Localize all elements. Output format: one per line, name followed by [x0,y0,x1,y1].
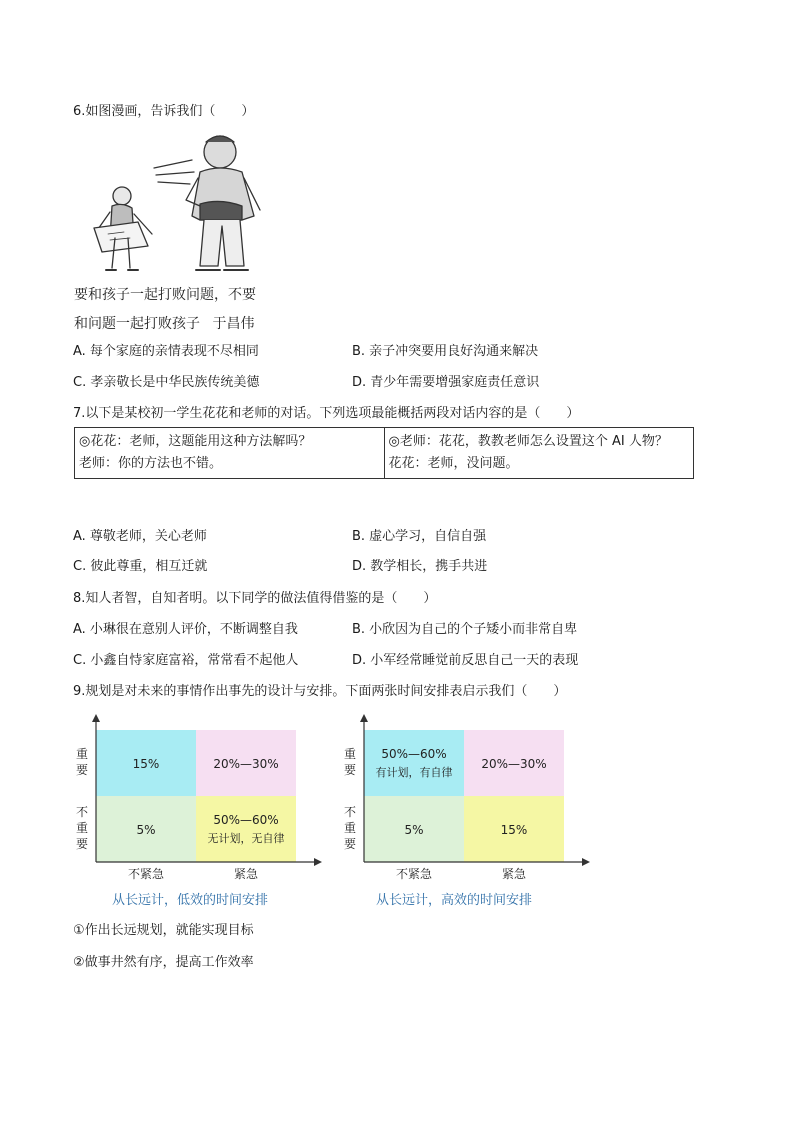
chart1-ylabel-important-1: 重 [76,747,89,761]
q6-option-a[interactable]: A. 每个家庭的亲情表现不尽相同 [73,344,259,359]
q8-option-a[interactable]: A. 小琳很在意别人评价，不断调整自我 [73,622,298,637]
q7-stem: 7.以下是某校初一学生花花和老师的对话。下列选项最能概括两段对话内容的是（ ） [73,406,580,421]
time-chart-high-efficiency [336,712,596,882]
chart2-value-not-important-urgent: 15% [500,823,528,837]
chart1-ylabel-important-2: 要 [76,763,89,777]
cartoon-caption-author: 于昌伟 [212,316,255,332]
chart1-value-important-urgent: 20%—30% [213,757,279,771]
q9-statement-1: ①作出长远规划，就能实现目标 [73,923,254,938]
q8-option-b[interactable]: B. 小欣因为自己的个子矮小而非常自卑 [352,622,578,637]
chart2-value-important-urgent: 20%—30% [481,757,547,771]
q7-option-d[interactable]: D. 教学相长，携手共进 [352,559,488,574]
cartoon-caption-line2 [74,313,254,333]
chart2-note-important-not-urgent: 有计划，有自律 [375,766,453,779]
q8-option-c[interactable]: C. 小鑫自恃家庭富裕，常常看不起他人 [73,653,299,668]
q8-option-d[interactable]: D. 小军经常睡觉前反思自己一天的表现 [352,653,579,668]
q6-option-d[interactable]: D. 青少年需要增强家庭责任意识 [352,375,540,390]
q7-option-a[interactable]: A. 尊敬老师，关心老师 [73,529,207,544]
q6-option-c[interactable]: C. 孝亲敬长是中华民族传统美德 [73,375,260,390]
cartoon-caption-line1: 要和孩子一起打败问题，不要 [74,287,256,303]
chart2-ylabel-not-1: 不 [344,805,357,819]
q9-statement-2: ②做事井然有序，提高工作效率 [73,955,254,970]
q7-dialog-right-line2: 花花：老师，没问题。 [388,456,519,471]
chart2-xlabel-urgent: 紧急 [501,867,527,881]
chart1-value-not-important-urgent: 50%—60% [213,813,279,827]
q6-option-b[interactable]: B. 亲子冲突要用良好沟通来解决 [352,344,539,359]
chart2-value-not-important-not-urgent: 5% [404,823,424,837]
cartoon-illustration [82,130,282,276]
q7-dialog-left-line2: 老师：你的方法也不错。 [79,456,223,471]
chart2-ylabel-not-3: 要 [344,837,357,851]
q7-dialog-table [74,427,694,479]
q7-option-b[interactable]: B. 虚心学习，自信自强 [352,529,487,544]
q7-dialog-left-line1: ◎花花：老师，这题能用这种方法解吗？ [79,434,312,449]
chart1-cell-not-important-urgent [196,796,296,862]
chart2-value-important-not-urgent: 50%—60% [381,747,447,761]
chart1-xlabel-urgent: 紧急 [233,867,259,881]
q7-dialog-right-line1: ◎老师：花花，教教老师怎么设置这个 AI 人物？ [388,434,668,449]
chart2-cell-important-not-urgent [364,730,464,796]
q8-stem: 8.知人者智，自知者明。以下同学的做法值得借鉴的是（ ） [73,591,437,606]
chart1-ylabel-not-3: 要 [76,837,89,851]
chart2-title: 从长远计，高效的时间安排 [376,893,533,908]
chart1-ylabel-not-1: 不 [76,805,89,819]
chart1-title: 从长远计，低效的时间安排 [112,893,269,908]
chart1-xlabel-not-urgent: 不紧急 [127,867,165,881]
cartoon-caption-text: 和问题一起打败孩子 [74,316,200,332]
q7-option-c[interactable]: C. 彼此尊重，相互迁就 [73,559,208,574]
chart1-value-important-not-urgent: 15% [132,757,160,771]
chart1-note-not-important-urgent: 无计划，无自律 [207,832,285,845]
q7-dialog-left [75,428,385,479]
chart1-ylabel-not-2: 重 [76,821,89,835]
chart2-ylabel-not-2: 重 [344,821,357,835]
time-chart-low-efficiency [68,712,328,882]
q7-dialog-right [384,428,694,479]
chart2-ylabel-important-2: 要 [344,763,357,777]
q6-stem: 6.如图漫画，告诉我们（ ） [73,104,255,119]
chart2-xlabel-not-urgent: 不紧急 [395,867,433,881]
chart2-ylabel-important-1: 重 [344,747,357,761]
q9-stem: 9.规划是对未来的事情作出事先的设计与安排。下面两张时间安排表启示我们（ ） [73,684,567,699]
chart1-value-not-important-not-urgent: 5% [136,823,156,837]
